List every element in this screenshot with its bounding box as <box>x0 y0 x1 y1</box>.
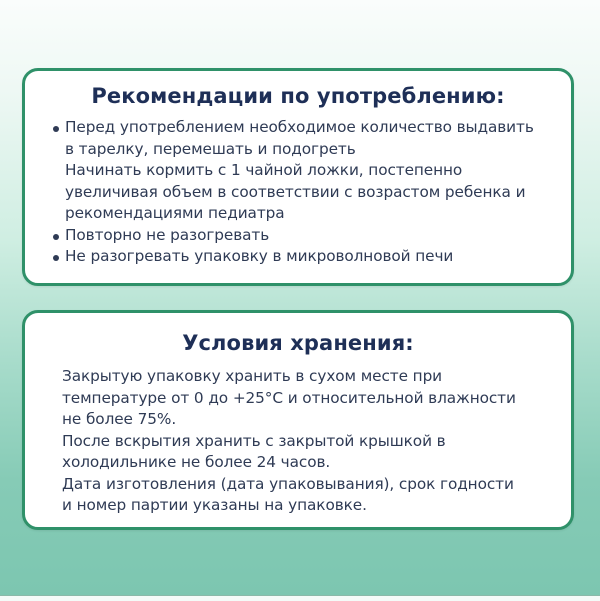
storage-line: и номер партии указаны на упаковке. <box>62 496 367 514</box>
usage-item-warm-up <box>53 117 561 160</box>
bullet-icon <box>53 234 59 240</box>
usage-item-line: увеличивая объем в соответствии с возрастом ребенка и <box>65 182 526 201</box>
usage-item-line: рекомендациями педиатра <box>65 204 285 222</box>
storage-line: После вскрытия хранить с закрытой крышкой в <box>62 431 446 450</box>
storage-line: температуре от 0 до +25°С и относительной влажности <box>62 388 516 407</box>
usage-item-no-microwave <box>53 246 561 268</box>
usage-item-line: Перед употреблением необходимое количество выдавить <box>65 118 534 136</box>
storage-conditions-body <box>25 366 571 517</box>
usage-item-line: в тарелку, перемешать и подогреть <box>65 139 356 158</box>
usage-item-line: Не разогревать упаковку в микроволновой печи <box>65 247 454 265</box>
bullet-icon <box>53 126 59 132</box>
usage-item-feeding <box>53 160 561 225</box>
usage-recommendations-title: Рекомендации по употреблению: <box>91 84 505 108</box>
storage-line: Закрытую упаковку хранить в сухом месте при <box>62 367 443 385</box>
usage-recommendations-body <box>25 117 571 268</box>
storage-conditions-card <box>22 310 574 530</box>
usage-item-line: Начинать кормить с 1 чайной ложки, постепенно <box>65 161 463 179</box>
usage-item-line: Повторно не разогревать <box>65 225 270 244</box>
storage-line: Дата изготовления (дата упаковывания), срок годности <box>62 474 514 493</box>
usage-item-no-reheat <box>53 225 561 247</box>
storage-conditions-title: Условия хранения: <box>182 331 414 355</box>
usage-recommendations-card <box>22 68 574 286</box>
storage-line: холодильнике не более 24 часов. <box>62 453 331 471</box>
bullet-icon <box>53 255 59 261</box>
storage-line: не более 75%. <box>62 410 177 428</box>
bottom-edge-strip <box>0 595 600 601</box>
